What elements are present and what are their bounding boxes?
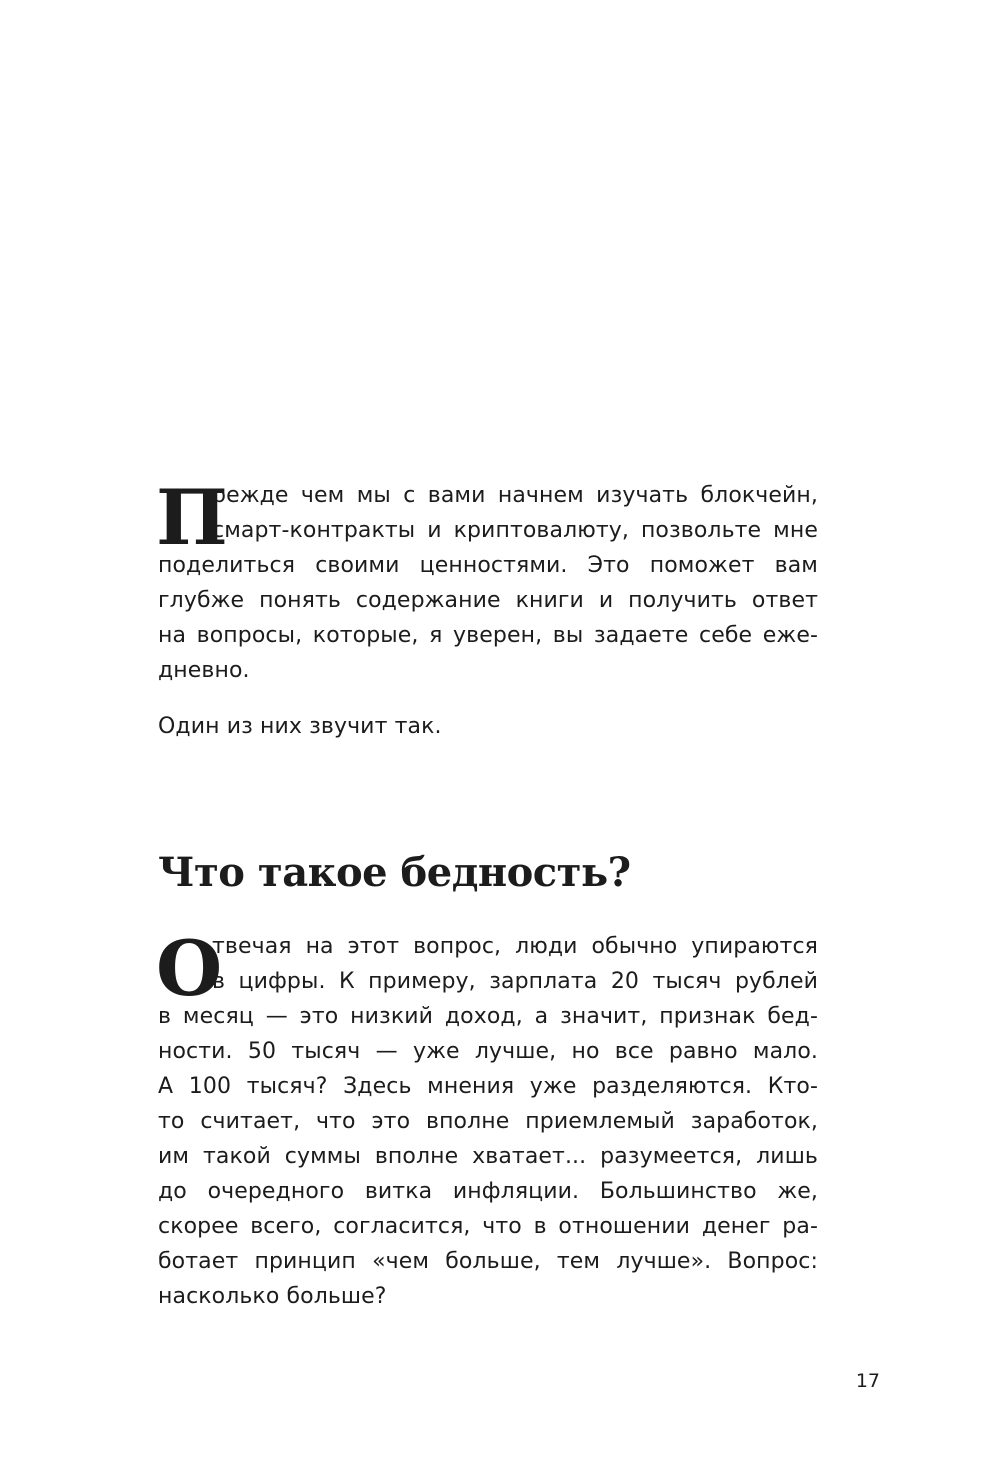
text-line: смарт-контракты и криптовалюту, позвольте мне — [212, 518, 818, 543]
section-heading: Что такое бедность? — [158, 849, 631, 896]
text-line: дневно. — [158, 658, 250, 683]
page-number: 17 — [855, 1370, 880, 1392]
intro-dropcap: П — [156, 473, 228, 562]
text-line: А 100 тысяч? Здесь мнения уже разделяются. Кто- — [158, 1074, 818, 1099]
text-line: на вопросы, которые, я уверен, вы задаете себе еже- — [158, 623, 818, 648]
text-line: до очередного витка инфляции. Большинство же, — [158, 1179, 818, 1204]
text-line: им такой суммы вполне хватает... разумеется, лишь — [158, 1144, 818, 1169]
text-line: в цифры. К примеру, зарплата 20 тысяч рублей — [212, 969, 818, 994]
text-line: твечая на этот вопрос, люди обычно упираются — [212, 934, 818, 959]
text-line: то считает, что это вполне приемлемый заработок, — [158, 1109, 818, 1134]
text-line: скорее всего, согласится, что в отношении денег ра- — [158, 1214, 818, 1239]
second-paragraph: Один из них звучит так. — [158, 714, 442, 739]
poverty-dropcap: О — [156, 924, 223, 1013]
text-line: ности. 50 тысяч — уже лучше, но все равно мало. — [158, 1039, 818, 1064]
text-line: режде чем мы с вами начнем изучать блокчейн, — [212, 483, 818, 508]
text-line: ботает принцип «чем больше, тем лучше». Вопрос: — [158, 1249, 818, 1274]
text-line: в месяц — это низкий доход, а значит, признак бед- — [158, 1004, 818, 1029]
text-line: насколько больше? — [158, 1284, 387, 1309]
text-line: поделиться своими ценностями. Это поможет вам — [158, 553, 818, 578]
text-line: глубже понять содержание книги и получить ответ — [158, 588, 818, 613]
